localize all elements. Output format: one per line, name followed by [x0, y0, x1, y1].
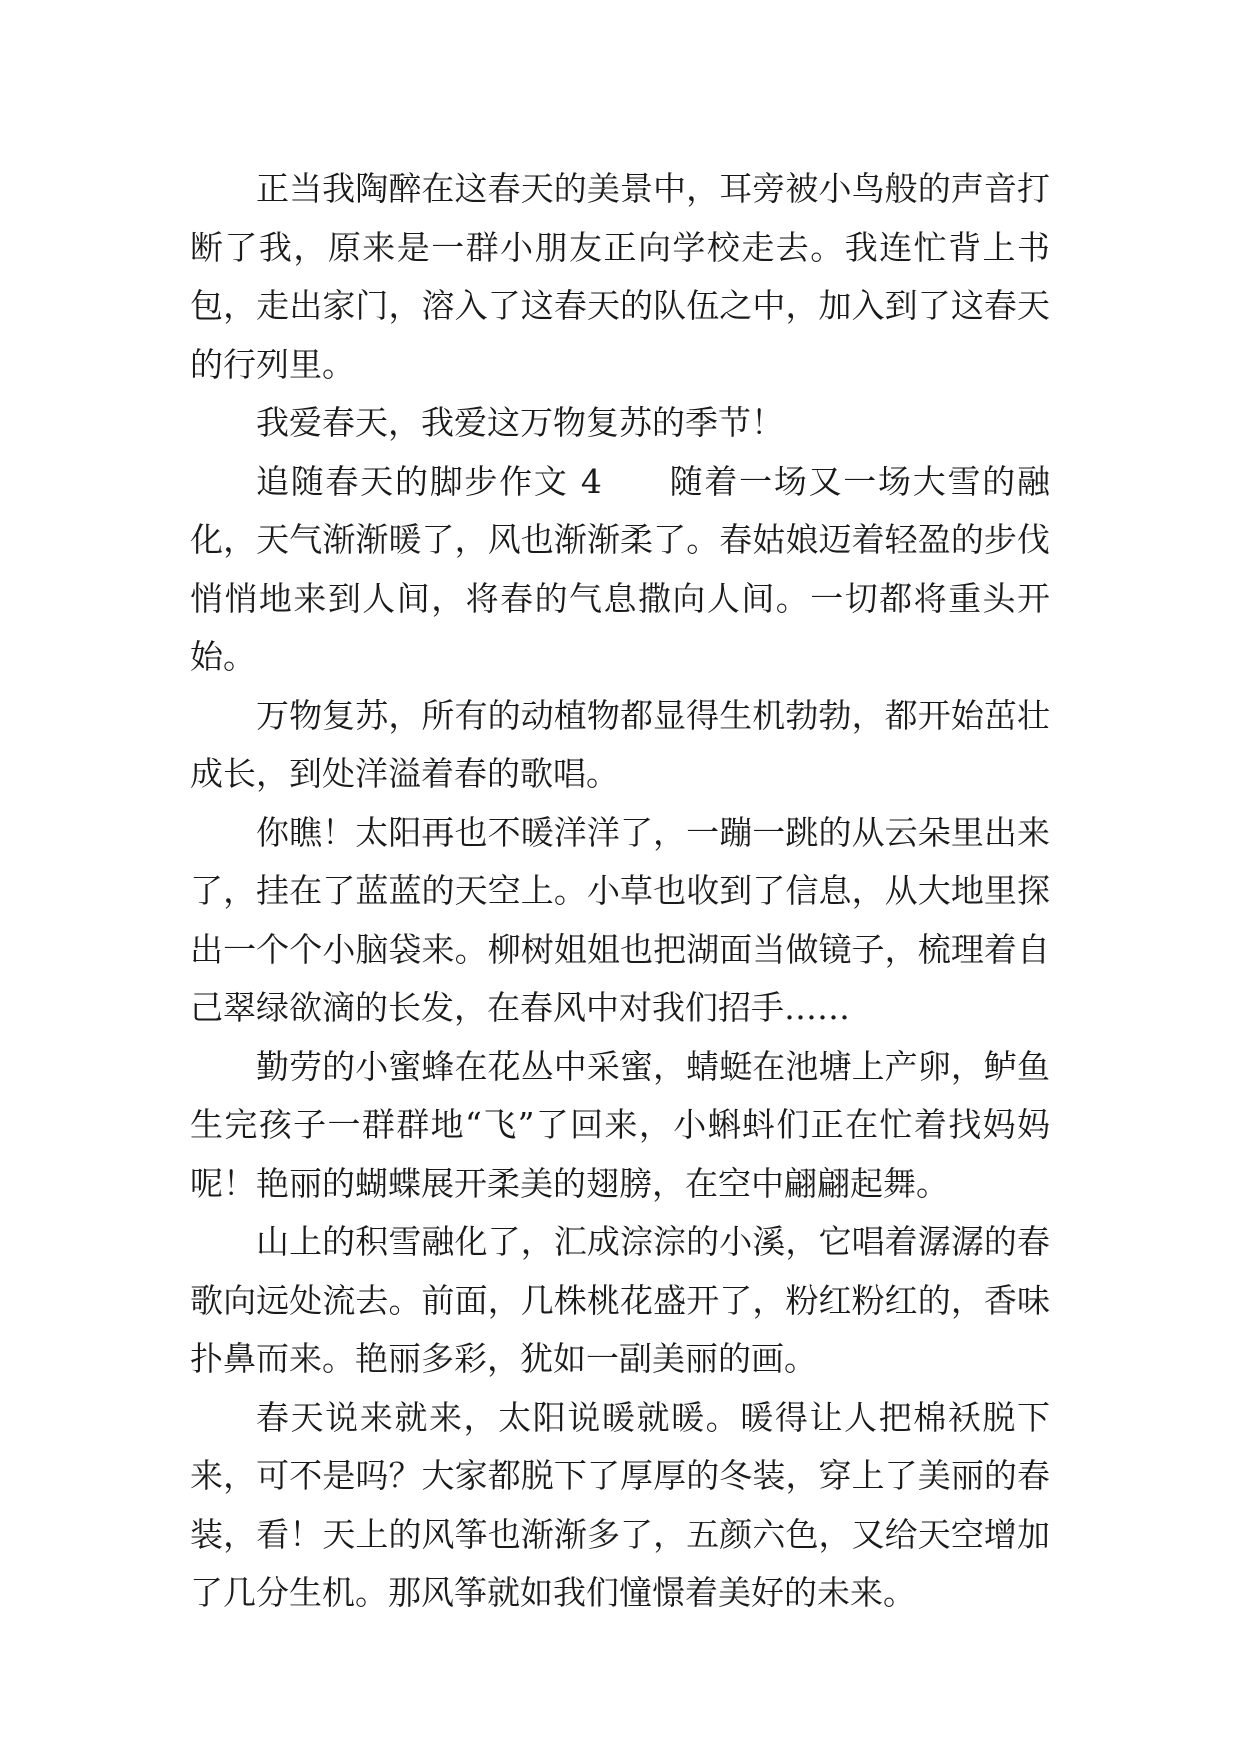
paragraph-1: 正当我陶醉在这春天的美景中，耳旁被小鸟般的声音打断了我，原来是一群小朋友正向学校走去。我连忙背上书包，走出家门，溶入了这春天的队伍之中，加入到了这春天的行列里。 [190, 169, 1050, 384]
paragraph-2: 我爱春天，我爱这万物复苏的季节！ [256, 403, 784, 442]
paragraph-3: 万物复苏，所有的动植物都显得生机勃勃，都开始茁壮成长，到处洋溢着春的歌唱。 [190, 695, 1050, 793]
paragraph-7: 春天说来就来，太阳说暖就暖。暖得让人把棉袄脱下来，可不是吗？大家都脱下了厚厚的冬装，穿上了美丽的春装，看！天上的风筝也渐渐多了，五颜六色，又给天空增加了几分生机。那风筝就如我们憧憬着美好的未来。 [190, 1397, 1050, 1612]
section-title: 追随春天的脚步作文 4 [256, 461, 602, 501]
paragraph-5: 勤劳的小蜜蜂在花丛中采蜜，蜻蜓在池塘上产卵，鲈鱼生完孩子一群群地“飞”了回来，小蝌蚪们正在忙着找妈妈呢！艳丽的蝴蝶展开柔美的翅膀，在空中翩翩起舞。 [190, 1046, 1050, 1203]
paragraph-4: 你瞧！太阳再也不暖洋洋了，一蹦一跳的从云朵里出来了，挂在了蓝蓝的天空上。小草也收到了信息，从大地里探出一个个小脑袋来。柳树姐姐也把湖面当做镜子，梳理着自己翠绿欲滴的长发，在春风中对我们招手…… [190, 812, 1050, 1027]
section-lead: 随着一场又一场大雪的融化，天气渐渐暖了，风也渐渐柔了。春姑娘迈着轻盈的步伐悄悄地来到人间，将春的气息撒向人间。一切都将重头开始。 [190, 461, 1050, 676]
section-heading-line [190, 453, 1050, 687]
paragraph-6: 山上的积雪融化了，汇成淙淙的小溪，它唱着潺潺的春歌向远处流去。前面，几株桃花盛开了，粉红粉红的，香味扑鼻而来。艳丽多彩，犹如一副美丽的画。 [190, 1222, 1050, 1378]
document-body [190, 160, 1050, 1623]
